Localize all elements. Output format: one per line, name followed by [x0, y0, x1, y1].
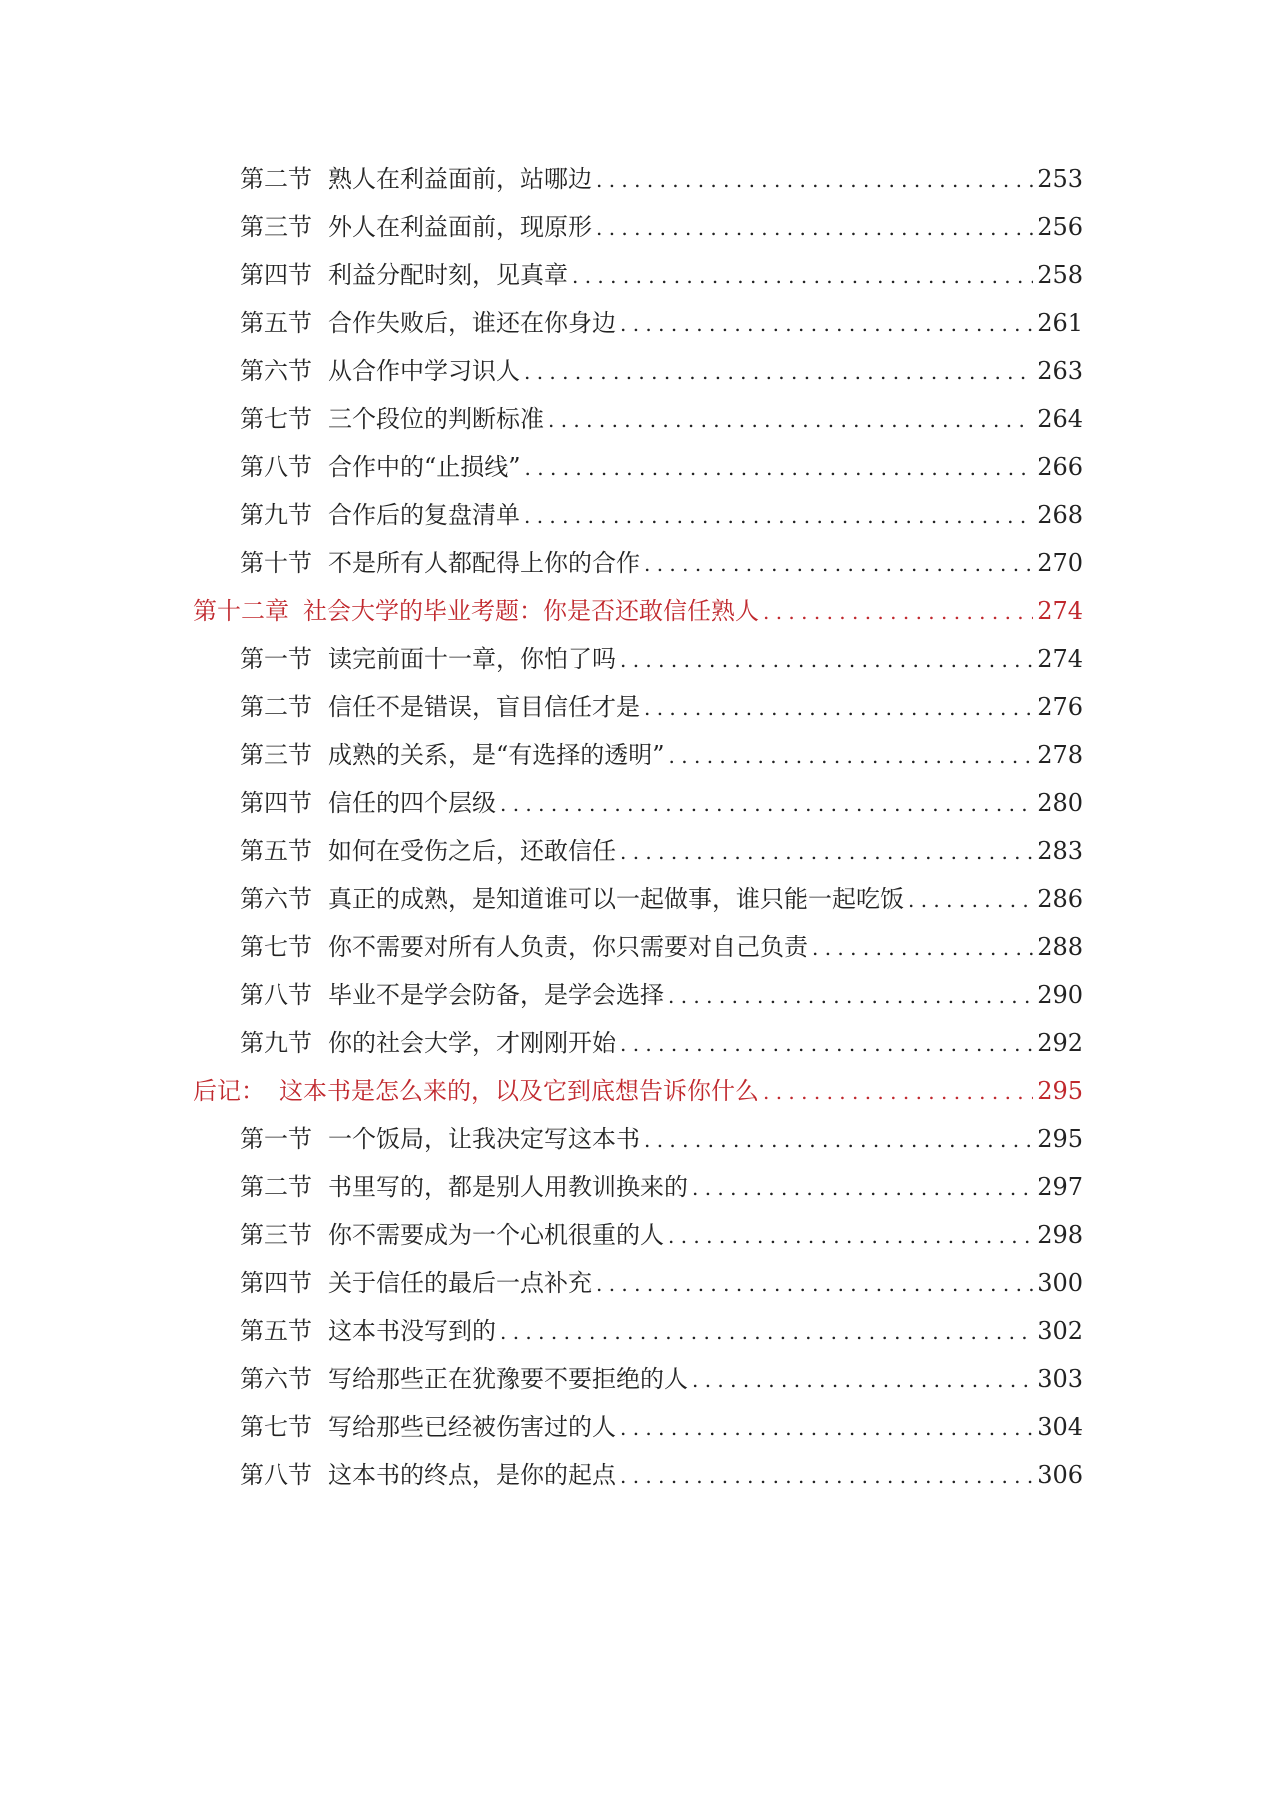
dot-leader	[620, 1451, 1033, 1500]
entry-title: 你不需要对所有人负责，你只需要对自己负责	[328, 933, 808, 961]
entry-number: 第三节	[240, 213, 312, 241]
dot-leader	[669, 731, 1034, 780]
dot-leader	[596, 203, 1033, 252]
dot-leader	[524, 347, 1033, 396]
entry-number: 第八节	[240, 1461, 312, 1489]
entry-number: 第八节	[240, 981, 312, 1009]
entry-number: 第七节	[240, 405, 312, 433]
entry-number: 第一节	[240, 1125, 312, 1153]
entry-number: 第五节	[240, 1317, 312, 1345]
entry-page-number: 297	[1037, 1173, 1083, 1201]
entry-number: 第三节	[240, 1221, 312, 1249]
entry-number: 第九节	[240, 1029, 312, 1057]
dot-leader	[500, 1307, 1033, 1356]
entry-number: 第十节	[240, 549, 312, 577]
entry-title: 你不需要成为一个心机很重的人	[328, 1221, 664, 1249]
toc-section-entry[interactable]	[193, 731, 1083, 779]
entry-title: 三个段位的判断标准	[328, 405, 544, 433]
entry-title: 合作中的“止损线”	[328, 453, 521, 481]
entry-page-number: 264	[1037, 405, 1083, 433]
entry-title: 书里写的，都是别人用教训换来的	[328, 1173, 688, 1201]
entry-title: 不是所有人都配得上你的合作	[328, 549, 640, 577]
entry-number: 第六节	[240, 885, 312, 913]
entry-title: 如何在受伤之后，还敢信任	[328, 837, 616, 865]
entry-page-number: 304	[1037, 1413, 1083, 1441]
entry-title: 这本书的终点，是你的起点	[328, 1461, 616, 1489]
toc-section-entry[interactable]	[193, 971, 1083, 1019]
toc-section-entry[interactable]	[193, 251, 1083, 299]
entry-title: 外人在利益面前，现原形	[328, 213, 592, 241]
entry-page-number: 298	[1037, 1221, 1083, 1249]
dot-leader	[668, 1211, 1033, 1260]
entry-title: 这本书没写到的	[328, 1317, 496, 1345]
dot-leader	[620, 1019, 1033, 1068]
entry-number: 第二节	[240, 165, 312, 193]
entry-number: 第八节	[240, 453, 312, 481]
dot-leader	[908, 875, 1033, 924]
entry-title: 写给那些正在犹豫要不要拒绝的人	[328, 1365, 688, 1393]
entry-page-number: 274	[1037, 597, 1083, 625]
entry-number: 后记：	[193, 1077, 265, 1105]
entry-page-number: 266	[1037, 453, 1083, 481]
dot-leader	[620, 635, 1033, 684]
entry-title: 关于信任的最后一点补充	[328, 1269, 592, 1297]
entry-title: 合作后的复盘清单	[328, 501, 520, 529]
entry-page-number: 280	[1037, 789, 1083, 817]
toc-section-entry[interactable]	[193, 683, 1083, 731]
entry-number: 第四节	[240, 261, 312, 289]
dot-leader	[763, 1067, 1033, 1116]
entry-page-number: 283	[1037, 837, 1083, 865]
entry-title: 信任的四个层级	[328, 789, 496, 817]
entry-number: 第四节	[240, 789, 312, 817]
entry-page-number: 300	[1037, 1269, 1083, 1297]
entry-title: 从合作中学习识人	[328, 357, 520, 385]
toc-section-entry[interactable]	[193, 1211, 1083, 1259]
entry-number: 第一节	[240, 645, 312, 673]
toc-section-entry[interactable]	[193, 1307, 1083, 1355]
entry-number: 第二节	[240, 1173, 312, 1201]
toc-section-entry[interactable]	[193, 827, 1083, 875]
dot-leader	[500, 779, 1033, 828]
entry-number: 第五节	[240, 837, 312, 865]
toc-section-entry[interactable]	[193, 203, 1083, 251]
toc-section-entry[interactable]	[193, 1451, 1083, 1499]
entry-title: 社会大学的毕业考题：你是否还敢信任熟人	[303, 597, 759, 625]
table-of-contents	[193, 155, 1083, 1499]
entry-page-number: 286	[1037, 885, 1083, 913]
entry-page-number: 290	[1037, 981, 1083, 1009]
dot-leader	[692, 1355, 1033, 1404]
entry-page-number: 253	[1037, 165, 1083, 193]
toc-section-entry[interactable]	[193, 779, 1083, 827]
dot-leader	[620, 1403, 1033, 1452]
toc-section-entry[interactable]	[193, 923, 1083, 971]
entry-title: 利益分配时刻，见真章	[328, 261, 568, 289]
entry-page-number: 263	[1037, 357, 1083, 385]
dot-leader	[620, 827, 1033, 876]
dot-leader	[668, 971, 1033, 1020]
toc-chapter-entry[interactable]	[193, 1067, 1083, 1115]
entry-page-number: 268	[1037, 501, 1083, 529]
entry-number: 第六节	[240, 357, 312, 385]
entry-page-number: 306	[1037, 1461, 1083, 1489]
entry-page-number: 278	[1037, 741, 1083, 769]
dot-leader	[524, 491, 1033, 540]
toc-section-entry[interactable]	[193, 1403, 1083, 1451]
toc-section-entry[interactable]	[193, 875, 1083, 923]
dot-leader	[548, 395, 1033, 444]
toc-section-entry[interactable]	[193, 155, 1083, 203]
entry-page-number: 288	[1037, 933, 1083, 961]
entry-title: 真正的成熟，是知道谁可以一起做事，谁只能一起吃饭	[328, 885, 904, 913]
entry-page-number: 270	[1037, 549, 1083, 577]
dot-leader	[644, 1115, 1033, 1164]
entry-title: 成熟的关系，是“有选择的透明”	[328, 741, 665, 769]
toc-section-entry[interactable]	[193, 1259, 1083, 1307]
entry-page-number: 274	[1037, 645, 1083, 673]
entry-page-number: 295	[1037, 1077, 1083, 1105]
toc-section-entry[interactable]	[193, 539, 1083, 587]
entry-number: 第六节	[240, 1365, 312, 1393]
dot-leader	[692, 1163, 1033, 1212]
entry-title: 一个饭局，让我决定写这本书	[328, 1125, 640, 1153]
entry-number: 第五节	[240, 309, 312, 337]
entry-title: 毕业不是学会防备，是学会选择	[328, 981, 664, 1009]
dot-leader	[644, 683, 1033, 732]
entry-number: 第二节	[240, 693, 312, 721]
entry-title: 合作失败后，谁还在你身边	[328, 309, 616, 337]
entry-page-number: 276	[1037, 693, 1083, 721]
entry-number: 第十二章	[193, 597, 289, 625]
dot-leader	[620, 299, 1033, 348]
toc-section-entry[interactable]	[193, 635, 1083, 683]
entry-page-number: 292	[1037, 1029, 1083, 1057]
entry-title: 你的社会大学，才刚刚开始	[328, 1029, 616, 1057]
toc-section-entry[interactable]	[193, 395, 1083, 443]
toc-section-entry[interactable]	[193, 299, 1083, 347]
toc-section-entry[interactable]	[193, 1115, 1083, 1163]
toc-section-entry[interactable]	[193, 443, 1083, 491]
entry-title: 读完前面十一章，你怕了吗	[328, 645, 616, 673]
entry-page-number: 302	[1037, 1317, 1083, 1345]
entry-page-number: 256	[1037, 213, 1083, 241]
entry-number: 第七节	[240, 933, 312, 961]
entry-number: 第四节	[240, 1269, 312, 1297]
toc-section-entry[interactable]	[193, 491, 1083, 539]
entry-title: 写给那些已经被伤害过的人	[328, 1413, 616, 1441]
toc-section-entry[interactable]	[193, 1163, 1083, 1211]
dot-leader	[525, 443, 1034, 492]
entry-number: 第九节	[240, 501, 312, 529]
entry-page-number: 295	[1037, 1125, 1083, 1153]
dot-leader	[763, 587, 1033, 636]
entry-title: 熟人在利益面前，站哪边	[328, 165, 592, 193]
dot-leader	[572, 251, 1033, 300]
dot-leader	[596, 1259, 1033, 1308]
entry-title: 这本书是怎么来的，以及它到底想告诉你什么	[279, 1077, 759, 1105]
entry-page-number: 261	[1037, 309, 1083, 337]
toc-section-entry[interactable]	[193, 1019, 1083, 1067]
toc-section-entry[interactable]	[193, 347, 1083, 395]
entry-title: 信任不是错误，盲目信任才是	[328, 693, 640, 721]
dot-leader	[596, 155, 1033, 204]
entry-number: 第七节	[240, 1413, 312, 1441]
toc-section-entry[interactable]	[193, 1355, 1083, 1403]
dot-leader	[812, 923, 1033, 972]
entry-page-number: 303	[1037, 1365, 1083, 1393]
entry-page-number: 258	[1037, 261, 1083, 289]
dot-leader	[644, 539, 1033, 588]
entry-number: 第三节	[240, 741, 312, 769]
toc-chapter-entry[interactable]	[193, 587, 1083, 635]
